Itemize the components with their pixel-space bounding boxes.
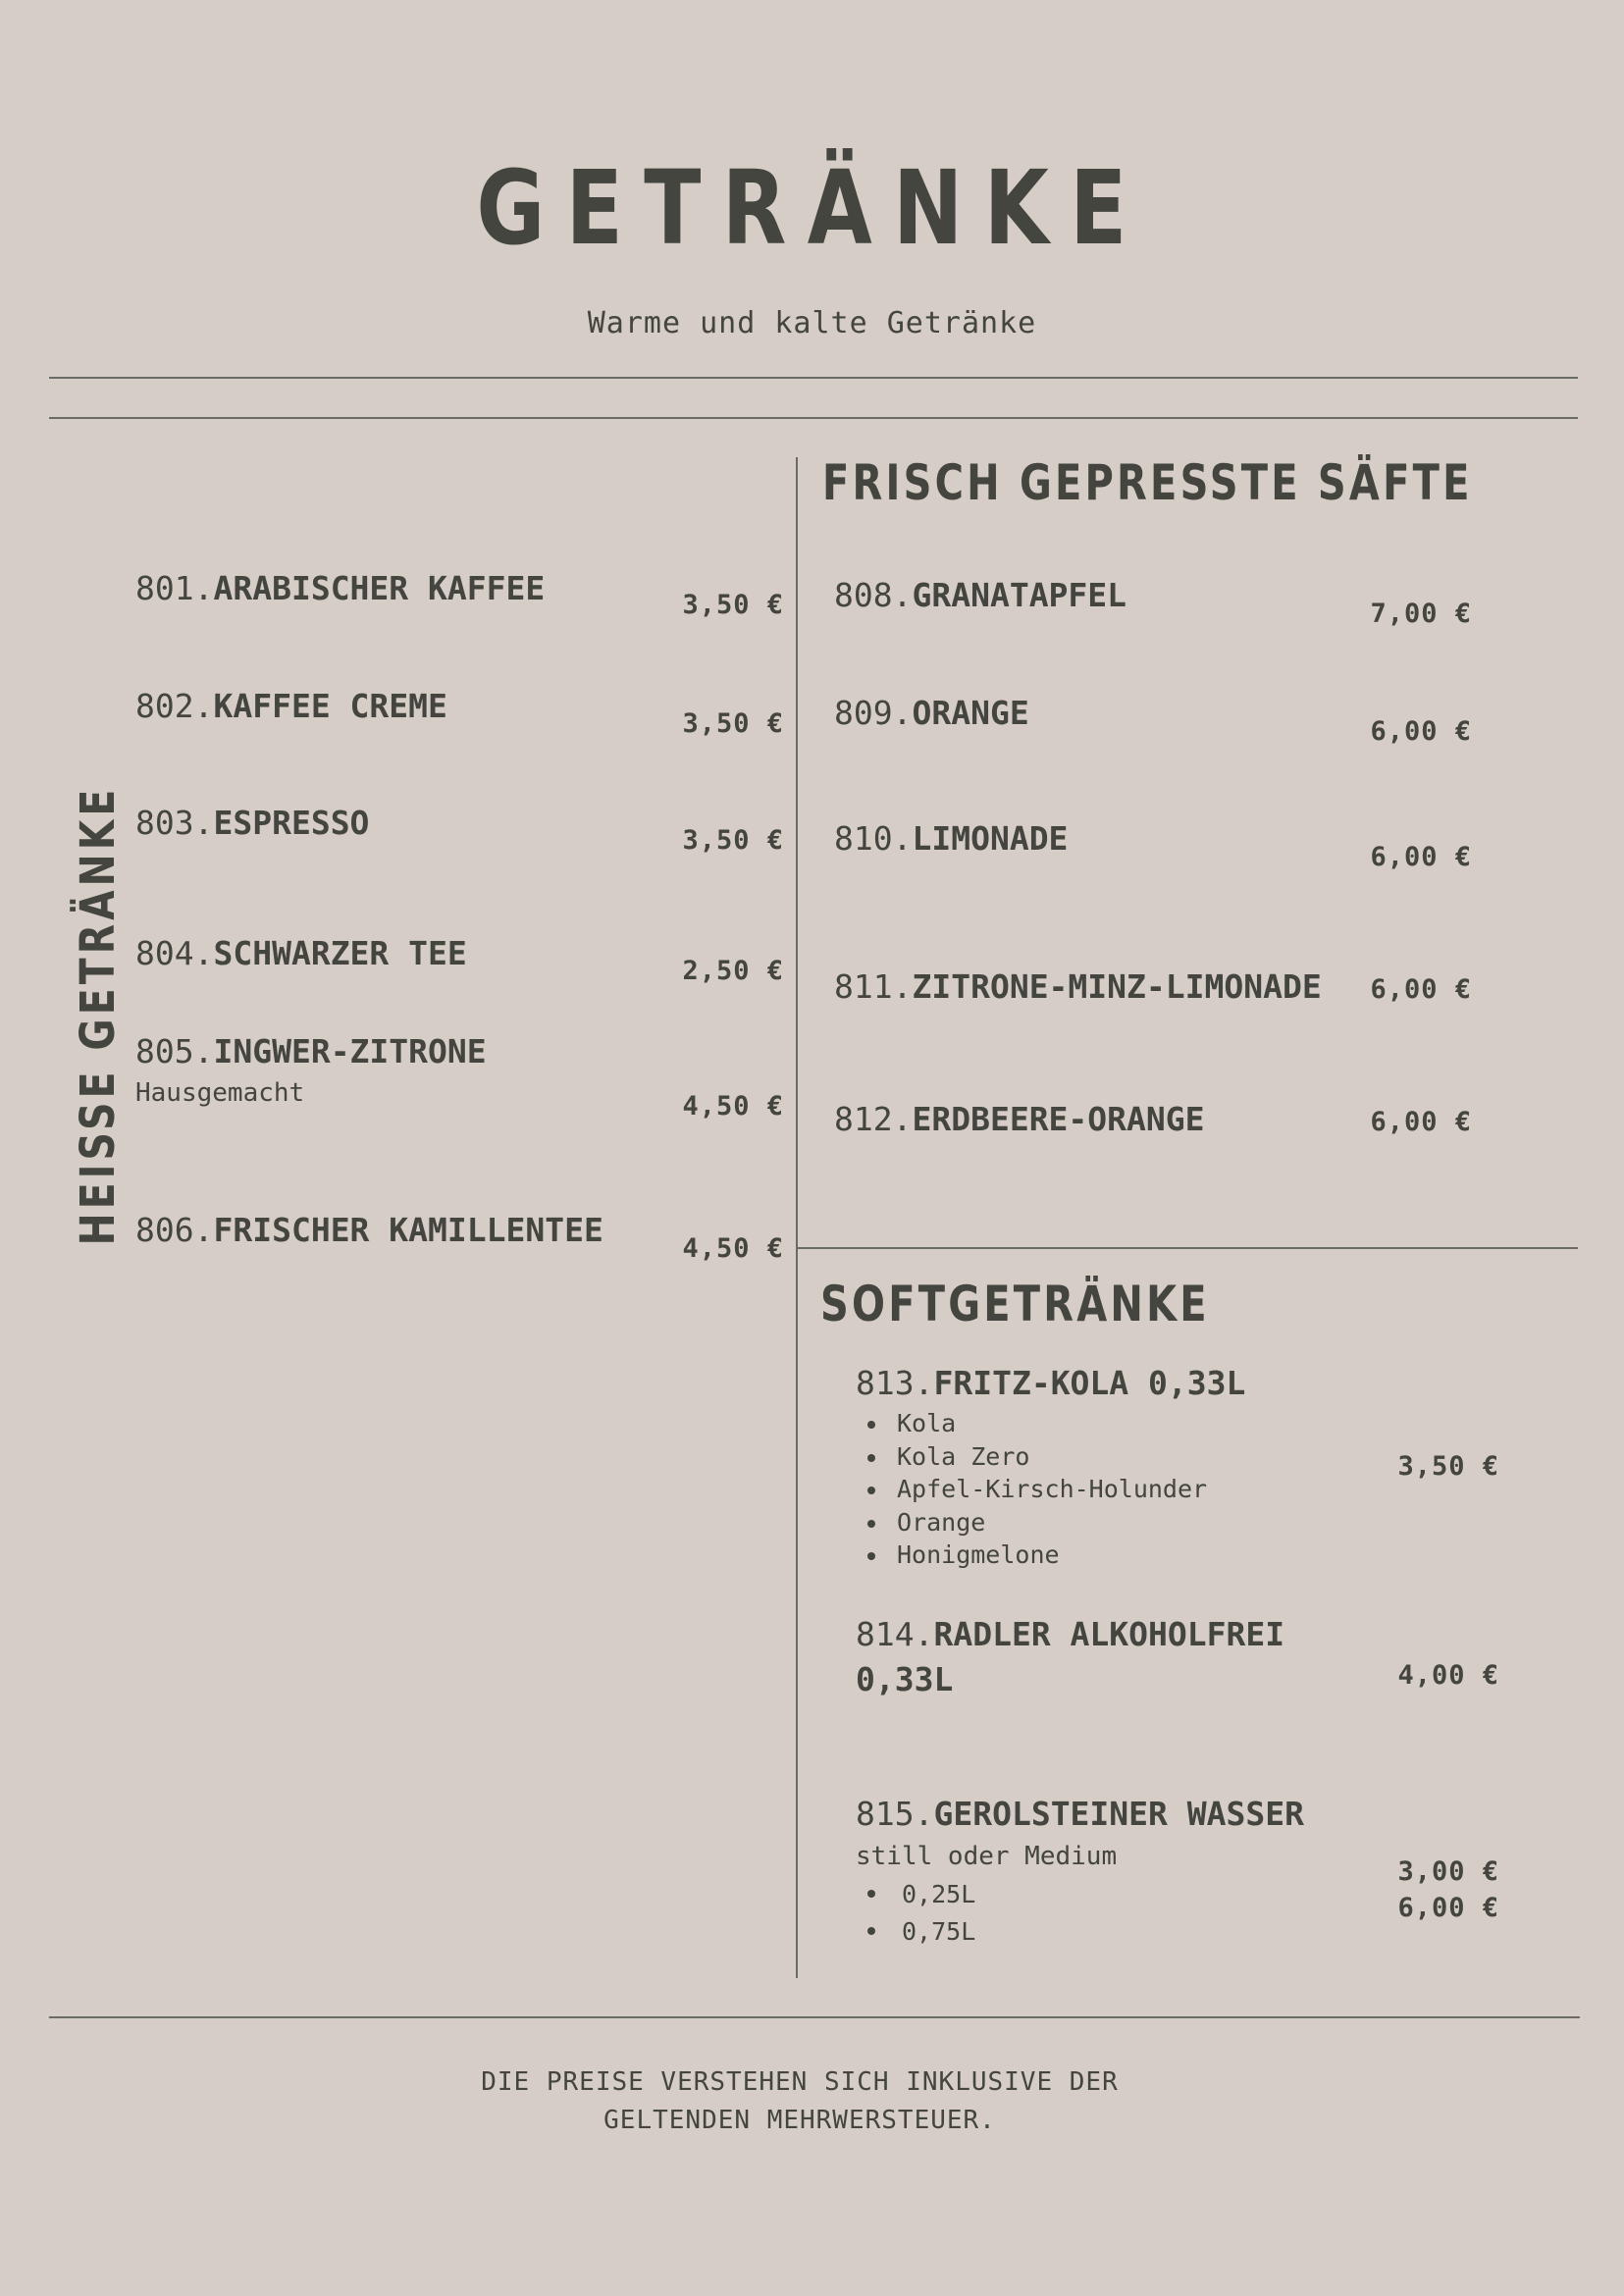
menu-price-808: 7,00 € [1370, 599, 1472, 629]
menu-item-814-line2: 0,33L [856, 1660, 954, 1698]
header-rule-bottom [49, 417, 1578, 419]
menu-price-803: 3,50 € [682, 825, 784, 856]
section-heading-juices: FRISCH GEPRESSTE SÄFTE [822, 454, 1473, 511]
menu-item-802: 802.KAFFEE CREME [135, 687, 447, 725]
menu-price-804: 2,50 € [682, 956, 784, 986]
footer-line-2: GELTENDEN MEHRWERSTEUER. [603, 2106, 996, 2135]
juices-section-rule [797, 1247, 1578, 1249]
menu-price-814: 4,00 € [1397, 1660, 1499, 1691]
menu-price-810: 6,00 € [1370, 842, 1472, 872]
menu-item-810: 810.LIMONADE [834, 819, 1069, 858]
menu-price-811: 6,00 € [1370, 974, 1472, 1005]
option-kola: Kola [856, 1407, 1207, 1440]
menu-price-806: 4,50 € [682, 1233, 784, 1264]
menu-item-805-note: Hausgemacht [135, 1078, 305, 1108]
menu-item-814: 814.RADLER ALKOHOLFREI [856, 1615, 1285, 1653]
menu-item-804: 804.SCHWARZER TEE [135, 934, 467, 972]
footer-rule [49, 2016, 1580, 2018]
menu-price-813: 3,50 € [1397, 1451, 1499, 1482]
menu-price-815-small: 3,00 € [1397, 1856, 1499, 1887]
menu-item-809: 809.ORANGE [834, 694, 1029, 732]
menu-item-813-options [856, 1407, 1207, 1572]
page-subtitle: Warme und kalte Getränke [587, 306, 1037, 340]
menu-item-815: 815.GEROLSTEINER WASSER [856, 1795, 1304, 1833]
menu-item-808: 808.GRANATAPFEL [834, 576, 1127, 614]
option-0-25l: 0,25L [856, 1876, 975, 1913]
option-apfel-kirsch-holunder: Apfel-Kirsch-Holunder [856, 1473, 1207, 1506]
menu-price-802: 3,50 € [682, 708, 784, 739]
option-orange: Orange [856, 1506, 1207, 1539]
column-divider [796, 457, 798, 1978]
menu-item-812: 812.ERDBEERE-ORANGE [834, 1100, 1205, 1138]
header-rule-top [49, 377, 1578, 379]
menu-price-815-large: 6,00 € [1397, 1893, 1499, 1923]
menu-item-803: 803.ESPRESSO [135, 804, 370, 842]
option-kola-zero: Kola Zero [856, 1440, 1207, 1474]
menu-item-813: 813.FRITZ-KOLA 0,33L [856, 1364, 1246, 1402]
menu-item-801: 801.ARABISCHER KAFFEE [135, 569, 546, 607]
footer-note [0, 2063, 1599, 2140]
menu-price-809: 6,00 € [1370, 716, 1472, 747]
menu-item-815-options [856, 1876, 975, 1951]
page-title: GETRÄNKE [476, 148, 1148, 268]
menu-price-812: 6,00 € [1370, 1107, 1472, 1137]
menu-item-805: 805.INGWER-ZITRONE [135, 1032, 487, 1070]
option-honigmelone: Honigmelone [856, 1539, 1207, 1572]
option-0-75l: 0,75L [856, 1913, 975, 1951]
section-heading-softdrinks: SOFTGETRÄNKE [820, 1276, 1210, 1332]
menu-price-805: 4,50 € [682, 1091, 784, 1122]
menu-item-815-note: still oder Medium [856, 1842, 1118, 1871]
footer-line-1: DIE PREISE VERSTEHEN SICH INKLUSIVE DER [481, 2067, 1119, 2097]
menu-price-801: 3,50 € [682, 590, 784, 620]
section-heading-hot-drinks: HEISSE GETRÄNKE [71, 785, 126, 1246]
menu-item-806: 806.FRISCHER KAMILLENTEE [135, 1211, 603, 1249]
menu-item-811: 811.ZITRONE-MINZ-LIMONADE [834, 967, 1322, 1006]
